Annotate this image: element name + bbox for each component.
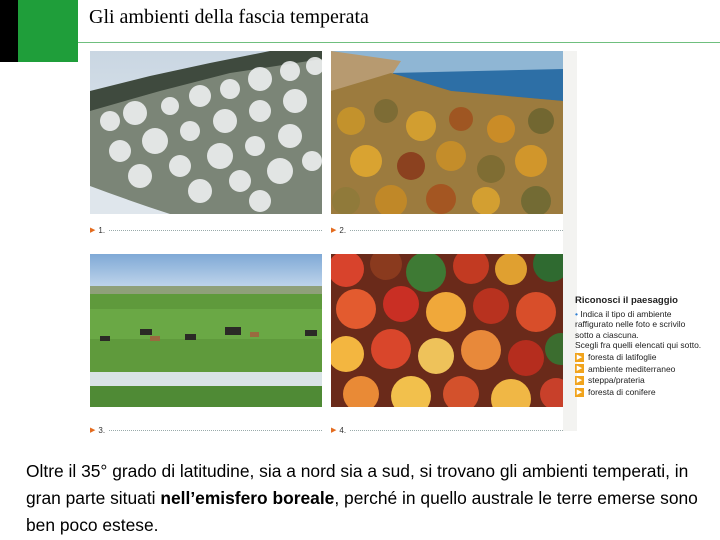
option-label: steppa/prateria bbox=[588, 375, 645, 386]
body-text-part1: Oltre il 35° grado di latitudine, sia a nord sia a sud, si trovano gli ambienti temperati, in gran parte situati bbox=[26, 461, 689, 508]
answer-line bbox=[109, 429, 322, 431]
panel-instruction-4: Scegli fra quelli elencati qui sotto. bbox=[575, 340, 702, 351]
photo-caption-2 bbox=[331, 223, 563, 237]
answer-line bbox=[350, 429, 563, 431]
caption-arrow-icon: ▶ bbox=[90, 427, 96, 434]
caption-number: 1. bbox=[98, 225, 106, 235]
photo-snowy-forest bbox=[90, 51, 322, 214]
title-underline bbox=[78, 42, 720, 43]
caption-arrow-icon: ▶ bbox=[331, 427, 337, 434]
caption-arrow-icon: ▶ bbox=[90, 227, 96, 234]
option-arrow-icon: ▶ bbox=[576, 376, 583, 384]
photo-caption-3 bbox=[90, 423, 322, 437]
corner-green-block bbox=[18, 0, 78, 62]
option-arrow-icon: ▶ bbox=[576, 353, 583, 361]
photo-prairie-cattle bbox=[90, 254, 322, 407]
caption-number: 3. bbox=[98, 425, 106, 435]
panel-instruction-2: raffigurato nelle foto e scrivilo bbox=[575, 319, 686, 330]
option-item bbox=[575, 375, 720, 386]
body-paragraph bbox=[26, 458, 706, 539]
option-item bbox=[575, 387, 720, 398]
caption-number: 4. bbox=[339, 425, 347, 435]
option-arrow-icon: ▶ bbox=[576, 388, 583, 396]
instruction-text: Indica il tipo di ambiente bbox=[580, 308, 672, 319]
answer-line bbox=[109, 229, 322, 231]
panel-instruction-1 bbox=[575, 309, 720, 320]
answer-line bbox=[350, 229, 563, 231]
option-item bbox=[575, 364, 720, 375]
caption-arrow-icon: ▶ bbox=[331, 227, 337, 234]
caption-number: 2. bbox=[339, 225, 347, 235]
option-arrow-icon: ▶ bbox=[576, 365, 583, 373]
option-item bbox=[575, 352, 720, 363]
photo-autumn-forest bbox=[331, 254, 563, 407]
body-text-bold: nell’emisfero boreale bbox=[160, 488, 335, 508]
exercise-panel bbox=[575, 296, 720, 397]
corner-black-block bbox=[0, 0, 18, 62]
panel-title: Riconosci il paesaggio bbox=[575, 295, 678, 306]
bullet-icon: • bbox=[575, 308, 581, 319]
photo-caption-1 bbox=[90, 223, 322, 237]
option-label: foresta di latifoglie bbox=[588, 351, 657, 362]
page-title: Gli ambienti della fascia temperata bbox=[89, 6, 369, 28]
photo-caption-4 bbox=[331, 423, 563, 437]
body-text-part2: , perché in quello australe le terre emerse sono ben poco estese. bbox=[26, 488, 698, 535]
photo-mediterranean-coast bbox=[331, 51, 563, 214]
option-label: foresta di conifere bbox=[588, 386, 656, 397]
panel-instruction-3: sotto a ciascuna. bbox=[575, 329, 639, 340]
option-label: ambiente mediterraneo bbox=[588, 363, 676, 374]
